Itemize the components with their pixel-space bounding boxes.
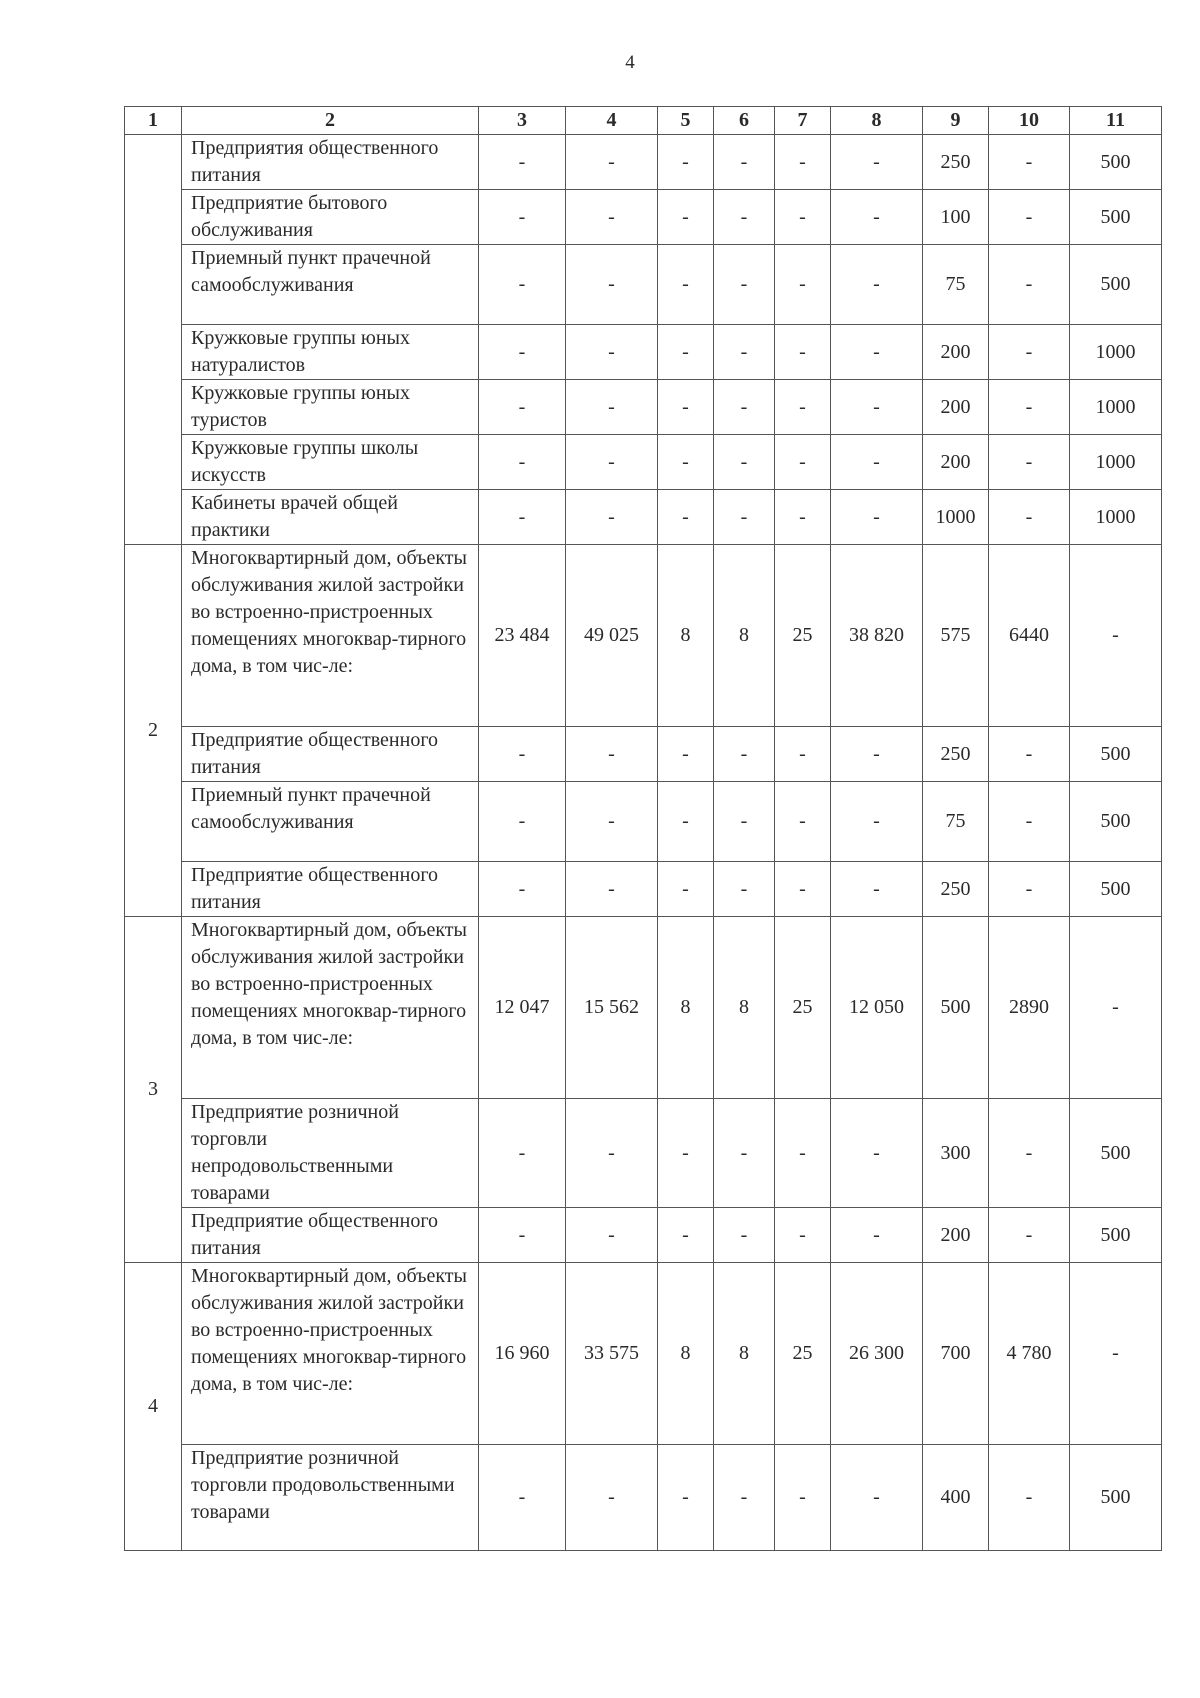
table-row bbox=[125, 380, 1162, 435]
value-cell-c3: - bbox=[479, 862, 566, 917]
value-cell-c6: - bbox=[714, 325, 775, 380]
value-cell-c7: - bbox=[775, 1208, 831, 1263]
object-name-cell: Предприятия общественного питания bbox=[182, 135, 479, 190]
value-cell-c4: - bbox=[566, 1208, 658, 1263]
value-cell-c10: - bbox=[989, 325, 1070, 380]
header-cell: 7 bbox=[775, 107, 831, 135]
value-cell-c4: - bbox=[566, 135, 658, 190]
value-cell-c10: 2890 bbox=[989, 917, 1070, 1099]
value-cell-c3: - bbox=[479, 190, 566, 245]
page-number: 4 bbox=[625, 52, 635, 73]
value-cell-c6: - bbox=[714, 782, 775, 862]
value-cell-c3: - bbox=[479, 135, 566, 190]
value-cell-c11: - bbox=[1070, 545, 1162, 727]
header-cell: 11 bbox=[1070, 107, 1162, 135]
value-cell-c10: - bbox=[989, 782, 1070, 862]
group-number-cell: 4 bbox=[125, 1263, 182, 1551]
value-cell-c5: - bbox=[658, 782, 714, 862]
object-name-cell: Приемный пункт прачечной самообслуживания bbox=[182, 782, 479, 862]
object-name-cell: Многоквартирный дом, объекты обслуживания жилой застройки во встроенно-пристроенных помещениях многоквар-тирного дома, в том чис-ле: bbox=[182, 917, 479, 1099]
value-cell-c10: - bbox=[989, 490, 1070, 545]
value-cell-c9: 200 bbox=[923, 325, 989, 380]
value-cell-c11: 500 bbox=[1070, 245, 1162, 325]
value-cell-c8: - bbox=[831, 435, 923, 490]
value-cell-c11: 500 bbox=[1070, 1099, 1162, 1208]
value-cell-c8: - bbox=[831, 135, 923, 190]
value-cell-c11: 500 bbox=[1070, 782, 1162, 862]
table-row bbox=[125, 490, 1162, 545]
object-name-cell: Многоквартирный дом, объекты обслуживания жилой застройки во встроенно-пристроенных помещениях многоквар-тирного дома, в том чис-ле: bbox=[182, 1263, 479, 1445]
value-cell-c5: - bbox=[658, 135, 714, 190]
value-cell-c10: - bbox=[989, 190, 1070, 245]
value-cell-c6: - bbox=[714, 435, 775, 490]
value-cell-c4: - bbox=[566, 862, 658, 917]
value-cell-c8: 38 820 bbox=[831, 545, 923, 727]
value-cell-c7: 25 bbox=[775, 917, 831, 1099]
object-name-cell: Кружковые группы школы искусств bbox=[182, 435, 479, 490]
value-cell-c5: - bbox=[658, 1208, 714, 1263]
value-cell-c3: - bbox=[479, 380, 566, 435]
value-cell-c3: - bbox=[479, 1099, 566, 1208]
value-cell-c6: 8 bbox=[714, 545, 775, 727]
value-cell-c3: 12 047 bbox=[479, 917, 566, 1099]
value-cell-c6: - bbox=[714, 1099, 775, 1208]
value-cell-c7: - bbox=[775, 190, 831, 245]
value-cell-c6: - bbox=[714, 490, 775, 545]
value-cell-c9: 75 bbox=[923, 245, 989, 325]
value-cell-c10: - bbox=[989, 380, 1070, 435]
value-cell-c8: 12 050 bbox=[831, 917, 923, 1099]
value-cell-c5: - bbox=[658, 380, 714, 435]
value-cell-c3: - bbox=[479, 782, 566, 862]
object-name-cell: Предприятие общественного питания bbox=[182, 1208, 479, 1263]
value-cell-c5: - bbox=[658, 727, 714, 782]
table-row bbox=[125, 862, 1162, 917]
value-cell-c8: - bbox=[831, 782, 923, 862]
object-name-cell: Кружковые группы юных туристов bbox=[182, 380, 479, 435]
header-cell: 9 bbox=[923, 107, 989, 135]
header-cell: 4 bbox=[566, 107, 658, 135]
table-body bbox=[125, 135, 1162, 1551]
value-cell-c11: - bbox=[1070, 917, 1162, 1099]
value-cell-c4: - bbox=[566, 190, 658, 245]
value-cell-c3: - bbox=[479, 490, 566, 545]
table-row bbox=[125, 325, 1162, 380]
value-cell-c3: - bbox=[479, 1208, 566, 1263]
value-cell-c10: 6440 bbox=[989, 545, 1070, 727]
table-row bbox=[125, 782, 1162, 862]
value-cell-c11: 500 bbox=[1070, 135, 1162, 190]
value-cell-c5: - bbox=[658, 325, 714, 380]
value-cell-c11: 1000 bbox=[1070, 380, 1162, 435]
value-cell-c8: - bbox=[831, 490, 923, 545]
value-cell-c3: - bbox=[479, 727, 566, 782]
value-cell-c4: - bbox=[566, 380, 658, 435]
value-cell-c7: - bbox=[775, 435, 831, 490]
value-cell-c7: - bbox=[775, 380, 831, 435]
value-cell-c5: 8 bbox=[658, 917, 714, 1099]
value-cell-c10: - bbox=[989, 1099, 1070, 1208]
table-row bbox=[125, 917, 1162, 1099]
object-name-cell: Предприятие общественного питания bbox=[182, 727, 479, 782]
value-cell-c6: - bbox=[714, 727, 775, 782]
value-cell-c9: 1000 bbox=[923, 490, 989, 545]
value-cell-c4: 15 562 bbox=[566, 917, 658, 1099]
group-number-cell: 2 bbox=[125, 545, 182, 917]
value-cell-c7: - bbox=[775, 1445, 831, 1551]
table-row bbox=[125, 1445, 1162, 1551]
value-cell-c4: - bbox=[566, 782, 658, 862]
value-cell-c7: - bbox=[775, 135, 831, 190]
value-cell-c8: - bbox=[831, 245, 923, 325]
value-cell-c9: 700 bbox=[923, 1263, 989, 1445]
value-cell-c7: - bbox=[775, 727, 831, 782]
value-cell-c4: - bbox=[566, 245, 658, 325]
value-cell-c5: - bbox=[658, 435, 714, 490]
table-row bbox=[125, 1099, 1162, 1208]
value-cell-c9: 250 bbox=[923, 135, 989, 190]
value-cell-c11: 1000 bbox=[1070, 325, 1162, 380]
value-cell-c9: 100 bbox=[923, 190, 989, 245]
value-cell-c9: 250 bbox=[923, 727, 989, 782]
value-cell-c6: - bbox=[714, 1445, 775, 1551]
value-cell-c9: 200 bbox=[923, 1208, 989, 1263]
value-cell-c7: - bbox=[775, 490, 831, 545]
value-cell-c4: - bbox=[566, 435, 658, 490]
value-cell-c4: - bbox=[566, 1099, 658, 1208]
value-cell-c8: - bbox=[831, 380, 923, 435]
value-cell-c8: - bbox=[831, 727, 923, 782]
object-name-cell: Предприятие бытового обслуживания bbox=[182, 190, 479, 245]
value-cell-c6: - bbox=[714, 135, 775, 190]
value-cell-c5: - bbox=[658, 1099, 714, 1208]
value-cell-c7: 25 bbox=[775, 545, 831, 727]
value-cell-c6: - bbox=[714, 862, 775, 917]
value-cell-c11: 500 bbox=[1070, 1208, 1162, 1263]
value-cell-c11: 500 bbox=[1070, 1445, 1162, 1551]
value-cell-c9: 250 bbox=[923, 862, 989, 917]
value-cell-c10: 4 780 bbox=[989, 1263, 1070, 1445]
value-cell-c6: 8 bbox=[714, 1263, 775, 1445]
value-cell-c5: - bbox=[658, 862, 714, 917]
value-cell-c8: - bbox=[831, 1208, 923, 1263]
value-cell-c9: 400 bbox=[923, 1445, 989, 1551]
header-cell: 1 bbox=[125, 107, 182, 135]
object-name-cell: Предприятие розничной торговли непродовольственными товарами bbox=[182, 1099, 479, 1208]
value-cell-c10: - bbox=[989, 1208, 1070, 1263]
value-cell-c9: 300 bbox=[923, 1099, 989, 1208]
value-cell-c10: - bbox=[989, 135, 1070, 190]
value-cell-c4: - bbox=[566, 490, 658, 545]
value-cell-c11: 500 bbox=[1070, 727, 1162, 782]
header-cell: 8 bbox=[831, 107, 923, 135]
value-cell-c4: - bbox=[566, 727, 658, 782]
value-cell-c6: - bbox=[714, 245, 775, 325]
value-cell-c7: - bbox=[775, 782, 831, 862]
value-cell-c11: 500 bbox=[1070, 862, 1162, 917]
value-cell-c9: 575 bbox=[923, 545, 989, 727]
value-cell-c4: - bbox=[566, 325, 658, 380]
value-cell-c7: - bbox=[775, 245, 831, 325]
object-name-cell: Кружковые группы юных натуралистов bbox=[182, 325, 479, 380]
value-cell-c8: - bbox=[831, 862, 923, 917]
value-cell-c6: - bbox=[714, 1208, 775, 1263]
value-cell-c5: - bbox=[658, 490, 714, 545]
value-cell-c3: 23 484 bbox=[479, 545, 566, 727]
value-cell-c11: - bbox=[1070, 1263, 1162, 1445]
value-cell-c5: 8 bbox=[658, 1263, 714, 1445]
header-cell: 6 bbox=[714, 107, 775, 135]
value-cell-c3: - bbox=[479, 245, 566, 325]
value-cell-c7: - bbox=[775, 1099, 831, 1208]
table-row bbox=[125, 135, 1162, 190]
table-row bbox=[125, 245, 1162, 325]
value-cell-c6: - bbox=[714, 380, 775, 435]
group-number-cell: 3 bbox=[125, 917, 182, 1263]
header-row bbox=[125, 107, 1162, 135]
value-cell-c9: 200 bbox=[923, 435, 989, 490]
object-name-cell: Предприятие розничной торговли продовольственными товарами bbox=[182, 1445, 479, 1551]
value-cell-c3: - bbox=[479, 1445, 566, 1551]
value-cell-c5: - bbox=[658, 245, 714, 325]
value-cell-c4: 33 575 bbox=[566, 1263, 658, 1445]
value-cell-c5: - bbox=[658, 1445, 714, 1551]
value-cell-c6: - bbox=[714, 190, 775, 245]
header-cell: 5 bbox=[658, 107, 714, 135]
object-name-cell: Кабинеты врачей общей практики bbox=[182, 490, 479, 545]
value-cell-c8: 26 300 bbox=[831, 1263, 923, 1445]
value-cell-c5: 8 bbox=[658, 545, 714, 727]
header-cell: 3 bbox=[479, 107, 566, 135]
value-cell-c3: - bbox=[479, 435, 566, 490]
value-cell-c6: 8 bbox=[714, 917, 775, 1099]
value-cell-c5: - bbox=[658, 190, 714, 245]
value-cell-c10: - bbox=[989, 727, 1070, 782]
table-row bbox=[125, 545, 1162, 727]
value-cell-c9: 200 bbox=[923, 380, 989, 435]
value-cell-c4: 49 025 bbox=[566, 545, 658, 727]
table-row bbox=[125, 435, 1162, 490]
header-cell: 2 bbox=[182, 107, 479, 135]
value-cell-c7: - bbox=[775, 325, 831, 380]
table-row bbox=[125, 1208, 1162, 1263]
value-cell-c11: 1000 bbox=[1070, 435, 1162, 490]
table-row bbox=[125, 727, 1162, 782]
value-cell-c3: - bbox=[479, 325, 566, 380]
value-cell-c11: 500 bbox=[1070, 190, 1162, 245]
value-cell-c11: 1000 bbox=[1070, 490, 1162, 545]
value-cell-c3: 16 960 bbox=[479, 1263, 566, 1445]
value-cell-c10: - bbox=[989, 862, 1070, 917]
value-cell-c4: - bbox=[566, 1445, 658, 1551]
value-cell-c10: - bbox=[989, 435, 1070, 490]
value-cell-c7: - bbox=[775, 862, 831, 917]
group-number-cell bbox=[125, 135, 182, 545]
data-table bbox=[124, 106, 1162, 1551]
value-cell-c8: - bbox=[831, 325, 923, 380]
value-cell-c10: - bbox=[989, 245, 1070, 325]
header-cell: 10 bbox=[989, 107, 1070, 135]
value-cell-c10: - bbox=[989, 1445, 1070, 1551]
table-row bbox=[125, 1263, 1162, 1445]
value-cell-c8: - bbox=[831, 190, 923, 245]
table-row bbox=[125, 190, 1162, 245]
value-cell-c9: 75 bbox=[923, 782, 989, 862]
object-name-cell: Предприятие общественного питания bbox=[182, 862, 479, 917]
value-cell-c9: 500 bbox=[923, 917, 989, 1099]
value-cell-c8: - bbox=[831, 1445, 923, 1551]
object-name-cell: Многоквартирный дом, объекты обслуживания жилой застройки во встроенно-пристроенных помещениях многоквар-тирного дома, в том чис-ле: bbox=[182, 545, 479, 727]
value-cell-c7: 25 bbox=[775, 1263, 831, 1445]
value-cell-c8: - bbox=[831, 1099, 923, 1208]
object-name-cell: Приемный пункт прачечной самообслуживания bbox=[182, 245, 479, 325]
